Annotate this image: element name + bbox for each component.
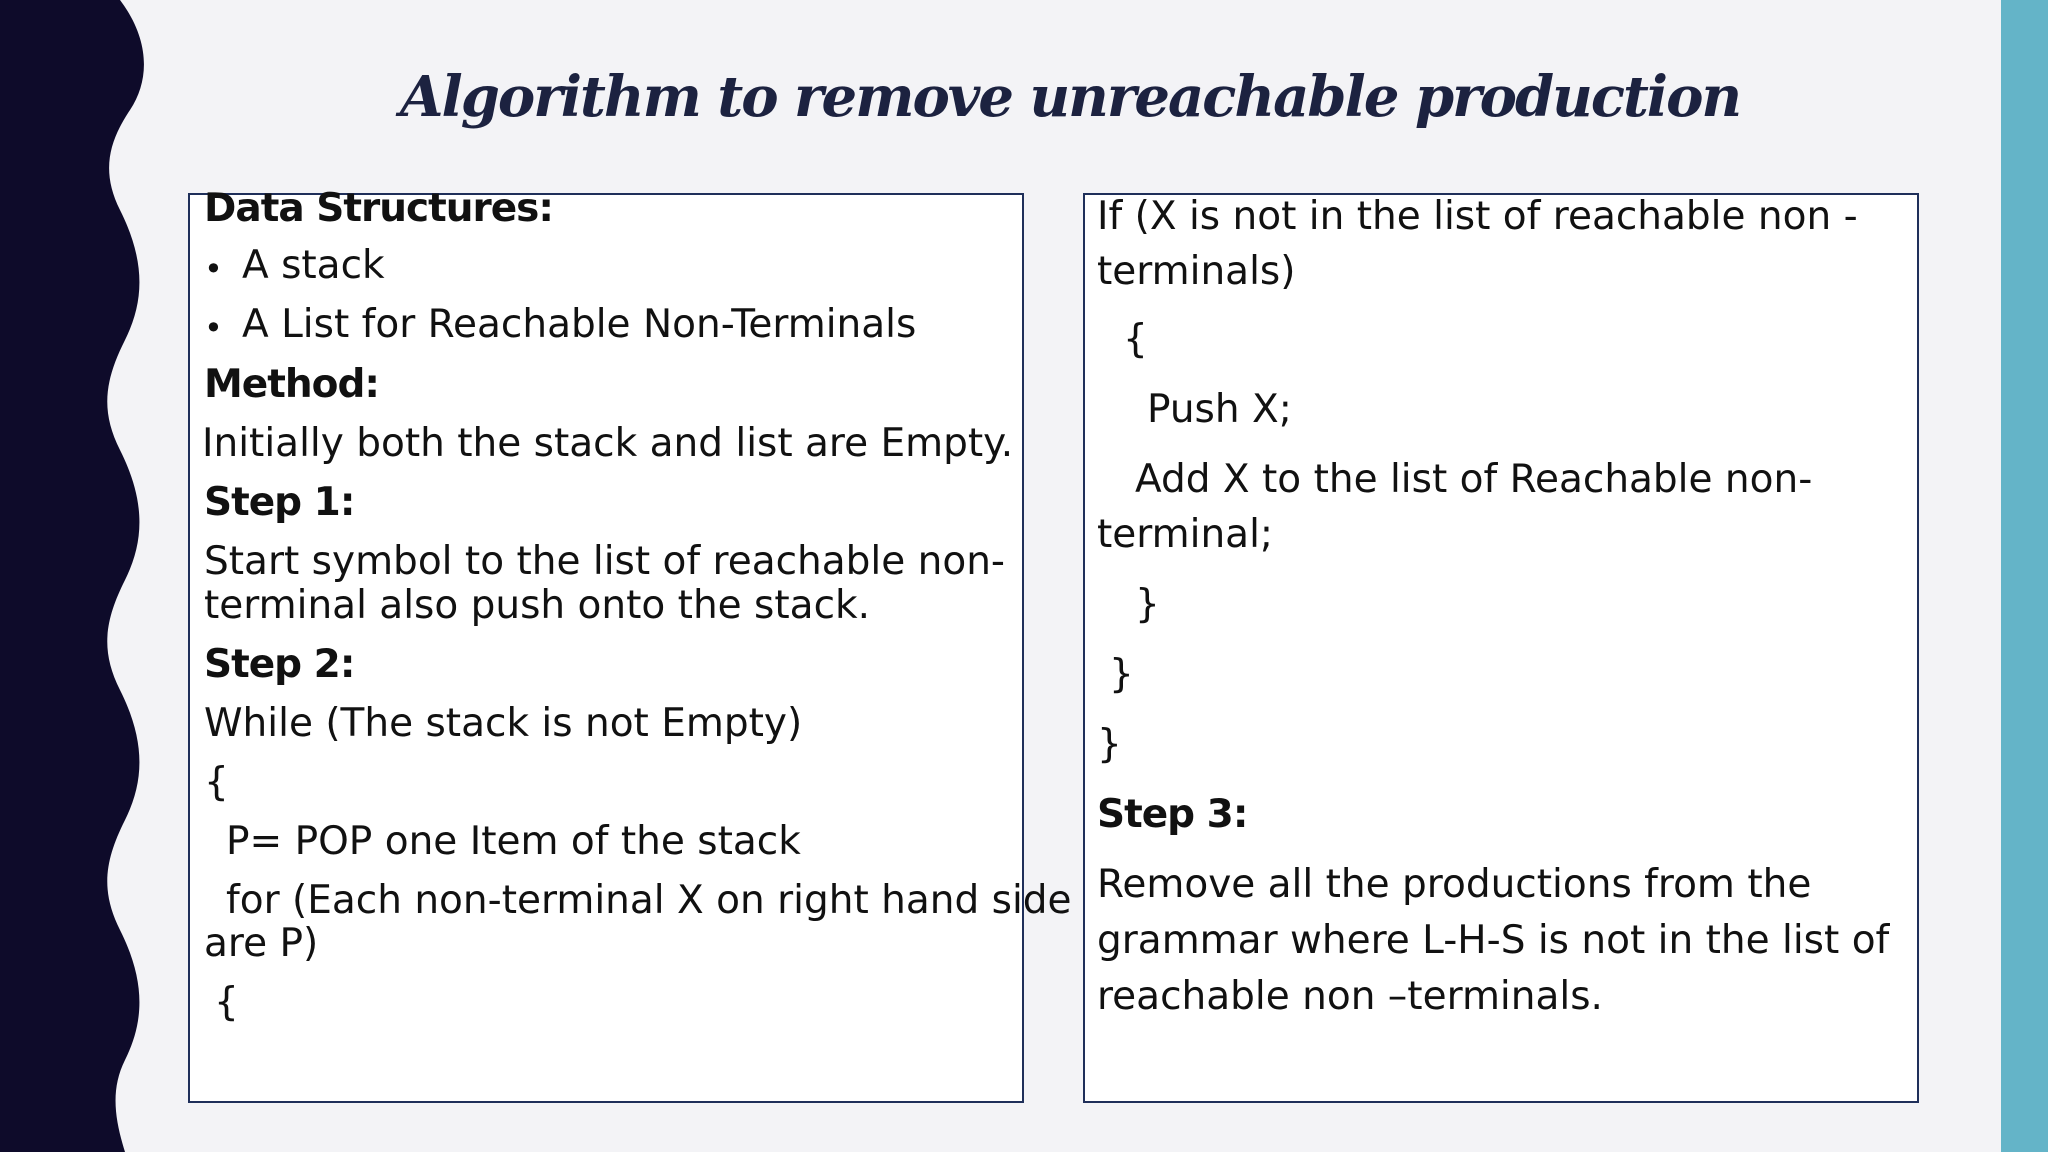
right-text-box bbox=[1083, 193, 1919, 1103]
if-line1: If (X is not in the list of reachable non - bbox=[1097, 194, 1858, 239]
brace-close: } bbox=[1135, 582, 1160, 627]
bullet-dot-icon: • bbox=[204, 250, 223, 288]
push-line: Push X; bbox=[1147, 387, 1292, 432]
method-heading: Method: bbox=[204, 362, 379, 407]
brace-open: { bbox=[204, 760, 229, 805]
method-text: Initially both the stack and list are Empty. bbox=[202, 421, 1014, 466]
step1-line1: Start symbol to the list of reachable non- bbox=[204, 539, 1006, 584]
add-line2: terminal; bbox=[1097, 512, 1274, 557]
data-structures-heading: Data Structures: bbox=[204, 186, 553, 231]
step3-line1: Remove all the productions from the bbox=[1097, 862, 1812, 907]
slide-title: Algorithm to remove unreachable production bbox=[400, 64, 1741, 130]
while-line: While (The stack is not Empty) bbox=[204, 701, 803, 746]
step2-heading: Step 2: bbox=[204, 642, 355, 687]
brace-close: } bbox=[1097, 722, 1122, 767]
bullet-dot-icon: • bbox=[204, 309, 223, 347]
step3-line3: reachable non –terminals. bbox=[1097, 974, 1603, 1019]
bullet-item-list: A List for Reachable Non-Terminals bbox=[242, 302, 917, 347]
brace-open: { bbox=[214, 980, 239, 1025]
add-line1: Add X to the list of Reachable non- bbox=[1135, 457, 1813, 502]
if-line2: terminals) bbox=[1097, 249, 1296, 294]
step1-line2: terminal also push onto the stack. bbox=[204, 583, 870, 628]
step3-heading: Step 3: bbox=[1097, 792, 1248, 837]
pop-line: P= POP one Item of the stack bbox=[226, 819, 801, 864]
step3-line2: grammar where L-H-S is not in the list of bbox=[1097, 918, 1890, 963]
for-line2: are P) bbox=[204, 921, 319, 966]
brace-open: { bbox=[1123, 317, 1148, 362]
bullet-item-stack: A stack bbox=[242, 243, 385, 288]
right-accent-bar bbox=[2001, 0, 2048, 1152]
for-line1: for (Each non-terminal X on right hand side bbox=[226, 878, 1072, 923]
left-text-box bbox=[188, 186, 1072, 1103]
brace-close: } bbox=[1109, 652, 1134, 697]
left-wave-decoration bbox=[0, 0, 160, 1152]
step1-heading: Step 1: bbox=[204, 480, 355, 525]
